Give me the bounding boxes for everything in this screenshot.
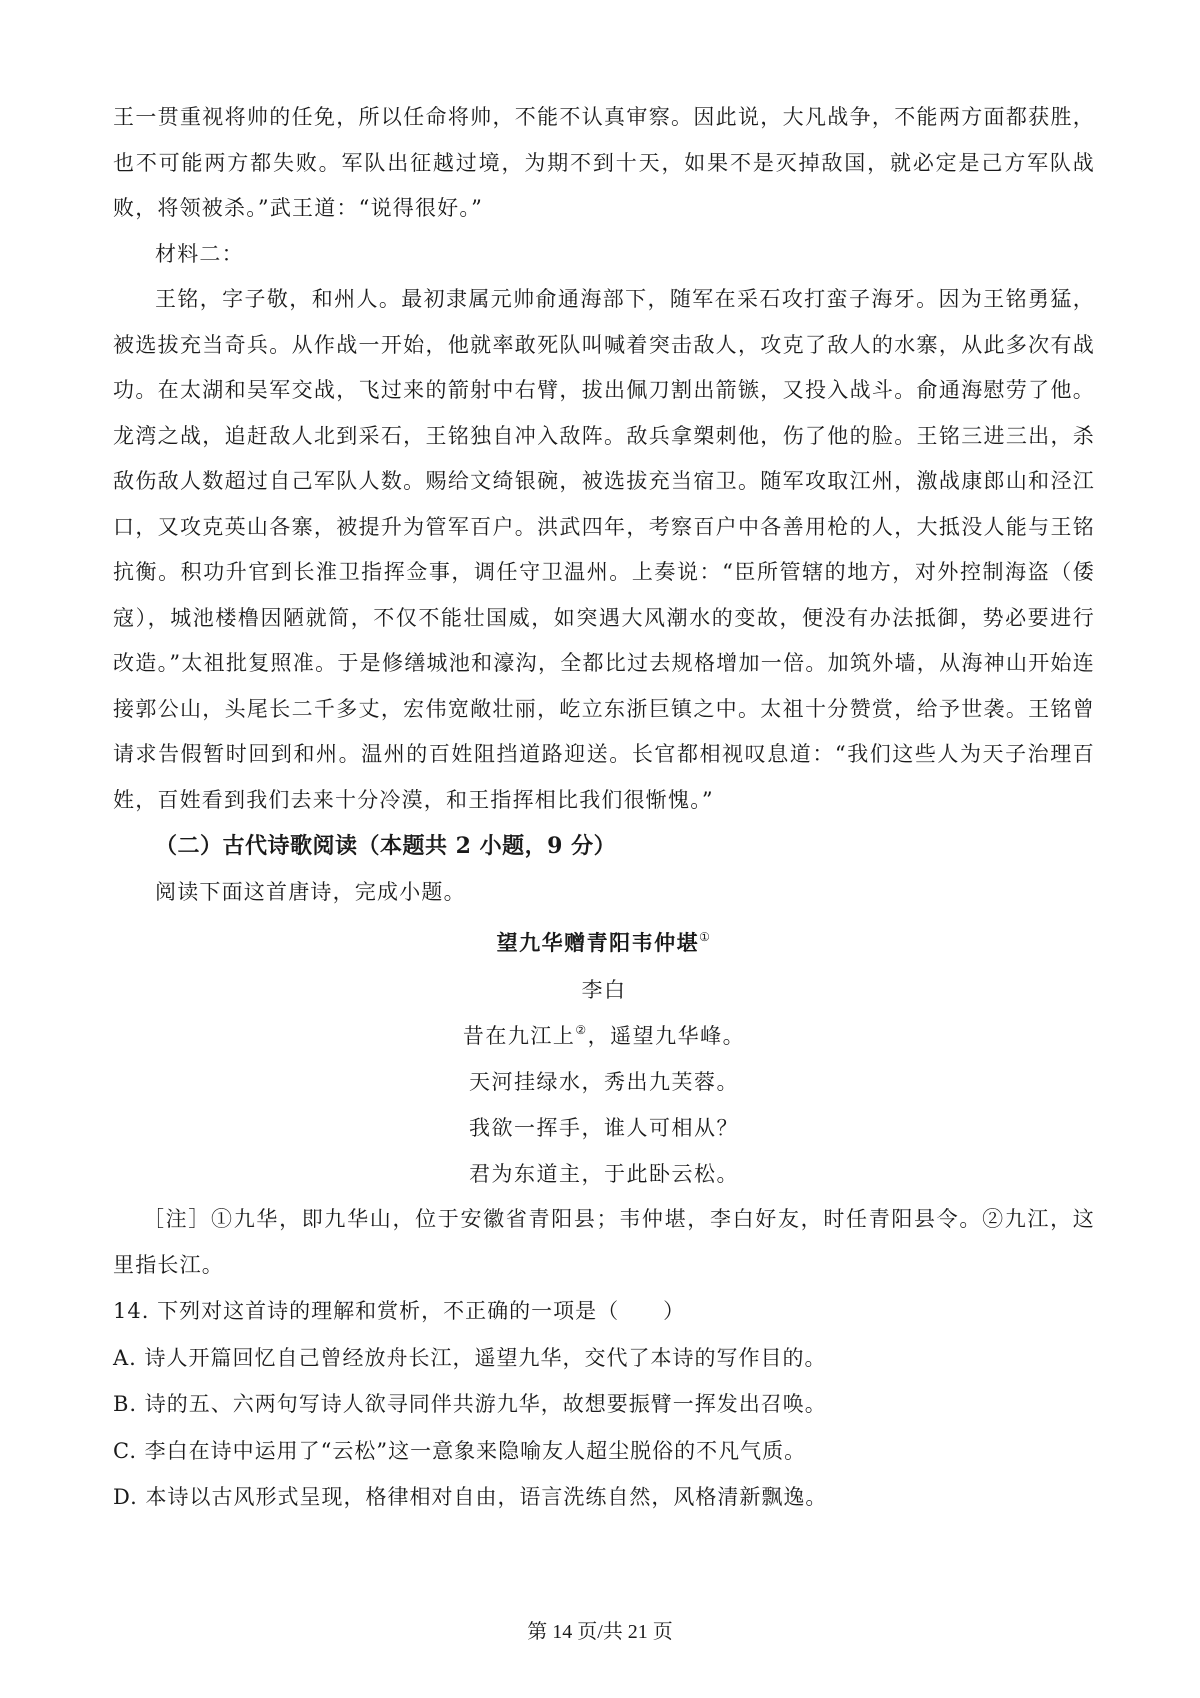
section-heading: （二）古代诗歌阅读（本题共 2 小题，9 分） [155, 833, 617, 859]
instruction-text: 阅读下面这首唐诗，完成小题。 [155, 880, 466, 904]
option-c: C. 李白在诗中运用了“云松”这一意象来隐喻友人超尘脱俗的不凡气质。 [113, 1438, 807, 1463]
material-one-tail: 王一贯重视将帅的任免，所以任命将帅，不能不认真审察。因此说，大凡战争，不能两方面都获胜，也不可能两方都失败。军队出征越过境，为期不到十天，如果不是灭掉敌国，就必定是己方军队战败，将领被杀。”武王道：“说得很好。” [113, 105, 1095, 220]
poem-title-text: 望九华赠青阳韦仲堪 [496, 930, 700, 955]
option-b: B. 诗的五、六两句写诗人欲寻同伴共游九华，故想要振臂一挥发出召唤。 [113, 1392, 827, 1416]
poem-line-1-part-2: ，遥望九华峰。 [587, 1024, 746, 1048]
poem-line-2: 天河挂绿水，秀出九芙蓉。 [469, 1070, 739, 1094]
poem-title [113, 919, 1095, 967]
page-content [113, 95, 1095, 1521]
poem-line-1-note-mark: ② [575, 1023, 588, 1037]
page-footer: 第 14 页/共 21 页 [527, 1621, 673, 1643]
option-d: D. 本诗以古风形式呈现，格律相对自由，语言洗练自然，风格清新飘逸。 [113, 1485, 828, 1509]
poem-line-1-part-1: 昔在九江上 [462, 1024, 576, 1048]
poem-line-3: 我欲一挥手，谁人可相从？ [469, 1116, 739, 1140]
poem-author: 李白 [581, 978, 627, 1002]
poem-annotation: ［注］①九华，即九华山，位于安徽省青阳县；韦仲堪，李白好友，时任青阳县令。②九江，这里指长江。 [113, 1207, 1095, 1277]
question-stem: 14. 下列对这首诗的理解和赏析，不正确的一项是（ ） [113, 1299, 686, 1323]
poem-line-1 [113, 1013, 1095, 1059]
poem-line-4: 君为东道主，于此卧云松。 [469, 1162, 739, 1186]
material-two-text: 王铭，字子敬，和州人。最初隶属元帅俞通海部下，随军在采石攻打蛮子海牙。因为王铭勇猛，被选拔充当奇兵。从作战一开始，他就率敢死队叫喊着突击敌人，攻克了敌人的水寨，从此多次有战功。在太湖和吴军交战，飞过来的箭射中右臂，拔出佩刀割出箭镞，又投入战斗。俞通海慰劳了他。龙湾之战，追赶敌人北到采石，王铭独自冲入敌阵。敌兵拿槊刺他，伤了他的脸。王铭三进三出，杀敌伤敌人数超过自己军队人数。赐给文绮银碗，被选拔充当宿卫。随军攻取江州，激战康郎山和泾江口，又攻克英山各寨，被提升为管军百户。洪武四年，考察百户中各善用枪的人，大抵没人能与王铭抗衡。积功升官到长淮卫指挥佥事，调任守卫温州。上奏说：“臣所管辖的地方，对外控制海盗（倭寇），城池楼橹因陋就简，不仅不能壮国威，如突遇大风潮水的变故，便没有办法抵御，势必要进行改造。”太祖批复照准。于是修缮城池和濠沟，全都比过去规格增加一倍。加筑外墙，从海神山开始连接郭公山，头尾长二千多丈，宏伟宽敞壮丽，屹立东浙巨镇之中。太祖十分赞赏，给予世袭。王铭曾请求告假暂时回到和州。温州的百姓阻挡道路迎送。长官都相视叹息道：“我们这些人为天子治理百姓，百姓看到我们去来十分冷漠，和王指挥相比我们很惭愧。” [113, 287, 1095, 812]
option-a: A. 诗人开篇回忆自己曾经放舟长江，遥望九华，交代了本诗的写作目的。 [113, 1345, 827, 1370]
poem-title-note-mark: ① [699, 930, 712, 944]
material-two-label: 材料二： [155, 241, 244, 266]
